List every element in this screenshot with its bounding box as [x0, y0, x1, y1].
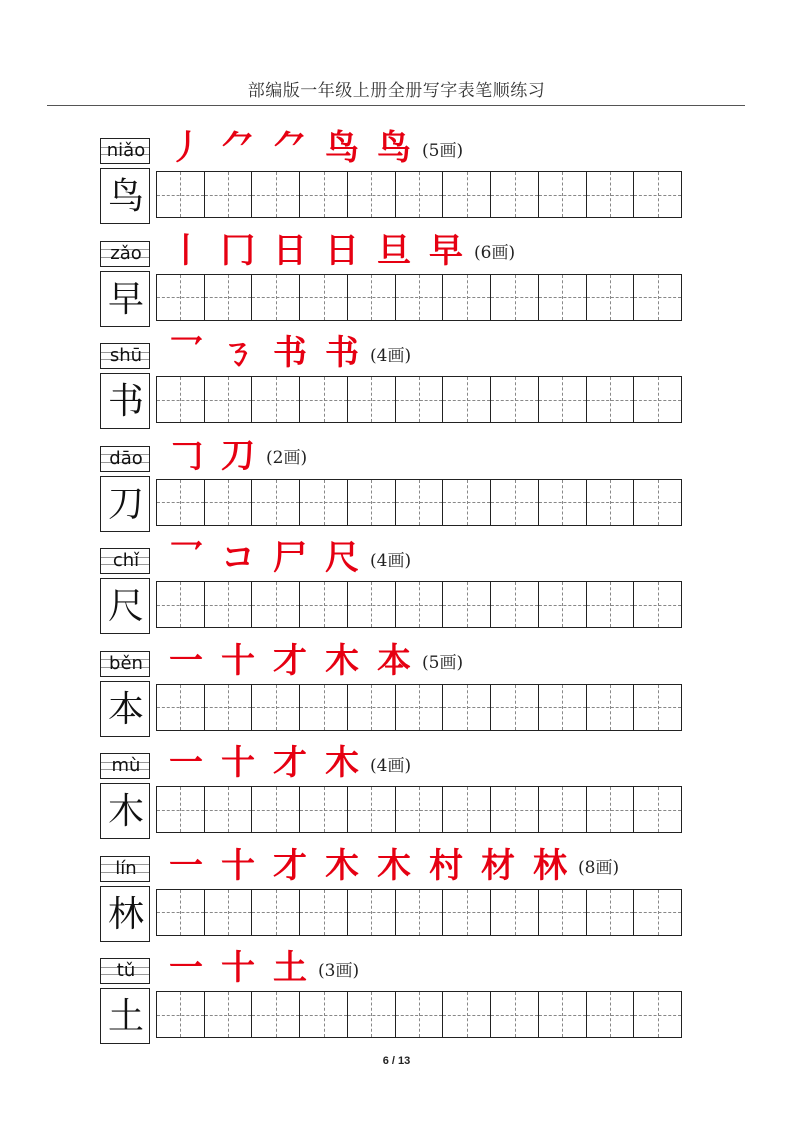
tian-zi-ge-cell[interactable] — [396, 890, 444, 935]
stroke-step: 尺 — [325, 538, 359, 578]
writing-grid — [156, 786, 682, 833]
tian-zi-ge-cell[interactable] — [396, 787, 444, 832]
model-character-box — [100, 783, 150, 839]
stroke-order-row — [164, 948, 359, 988]
model-character: 早 — [107, 278, 144, 320]
stroke-step: 村 — [429, 845, 463, 886]
stroke-step: ⺈ — [221, 128, 255, 168]
tian-zi-ge-cell[interactable] — [634, 992, 681, 1037]
tian-zi-ge-cell[interactable] — [300, 787, 348, 832]
stroke-step: 才 — [273, 743, 307, 783]
model-character-box — [100, 168, 150, 224]
tian-zi-ge-cell[interactable] — [157, 992, 205, 1037]
pinyin-box — [100, 958, 150, 984]
tian-zi-ge-cell[interactable] — [539, 377, 587, 422]
tian-zi-ge-cell[interactable] — [157, 275, 205, 320]
tian-zi-ge-cell[interactable] — [348, 172, 396, 217]
tian-zi-ge-cell[interactable] — [539, 582, 587, 627]
stroke-count: (3画) — [318, 960, 360, 981]
stroke-step: 本 — [377, 640, 411, 681]
tian-zi-ge-cell[interactable] — [252, 377, 300, 422]
character-block — [98, 640, 698, 743]
tian-zi-ge-cell[interactable] — [252, 787, 300, 832]
tian-zi-ge-cell[interactable] — [587, 480, 635, 525]
tian-zi-ge-cell[interactable] — [396, 582, 444, 627]
tian-zi-ge-cell[interactable] — [539, 992, 587, 1037]
model-character: 刀 — [107, 483, 144, 525]
tian-zi-ge-cell[interactable] — [443, 992, 491, 1037]
tian-zi-ge-cell[interactable] — [157, 582, 205, 627]
tian-zi-ge-cell[interactable] — [252, 582, 300, 627]
stroke-count: (5画) — [422, 653, 464, 673]
tian-zi-ge-cell[interactable] — [300, 480, 348, 525]
writing-grid — [156, 991, 682, 1038]
tian-zi-ge-cell[interactable] — [587, 275, 635, 320]
tian-zi-ge-cell[interactable] — [157, 377, 205, 422]
stroke-step: 鸟 — [325, 128, 359, 168]
tian-zi-ge-cell[interactable] — [205, 992, 253, 1037]
pinyin-box — [100, 753, 150, 779]
writing-grid — [156, 171, 682, 218]
tian-zi-ge-cell[interactable] — [300, 377, 348, 422]
tian-zi-ge-cell[interactable] — [443, 890, 491, 935]
stroke-step: 一 — [169, 640, 203, 681]
stroke-count: (8画) — [578, 858, 620, 878]
pinyin-box — [100, 651, 150, 677]
header-divider — [47, 105, 745, 106]
character-block — [98, 435, 698, 538]
character-block — [98, 743, 698, 845]
tian-zi-ge-cell[interactable] — [205, 582, 253, 627]
tian-zi-ge-cell[interactable] — [491, 275, 539, 320]
model-character: 本 — [107, 688, 144, 730]
stroke-step: 材 — [481, 845, 515, 886]
stroke-count: (4画) — [370, 345, 412, 366]
pinyin-box — [100, 343, 150, 369]
stroke-step: 日 — [273, 230, 307, 271]
tian-zi-ge-cell[interactable] — [252, 275, 300, 320]
pinyin-label: běn — [109, 652, 143, 674]
tian-zi-ge-cell[interactable] — [300, 890, 348, 935]
stroke-step: 刀 — [221, 435, 255, 476]
tian-zi-ge-cell[interactable] — [205, 890, 253, 935]
tian-zi-ge-cell[interactable] — [396, 172, 444, 217]
model-character-box — [100, 886, 150, 942]
stroke-step: 才 — [273, 845, 307, 886]
stroke-order-row — [164, 128, 463, 168]
tian-zi-ge-cell[interactable] — [157, 685, 205, 730]
tian-zi-ge-cell[interactable] — [300, 685, 348, 730]
stroke-step: 𠃌 — [169, 435, 203, 476]
tian-zi-ge-cell[interactable] — [634, 377, 681, 422]
tian-zi-ge-cell[interactable] — [539, 685, 587, 730]
tian-zi-ge-cell[interactable] — [587, 377, 635, 422]
stroke-step: 鸟 — [377, 128, 411, 168]
stroke-step: 早 — [429, 230, 463, 271]
tian-zi-ge-cell[interactable] — [443, 685, 491, 730]
stroke-step: 土 — [273, 948, 307, 988]
tian-zi-ge-cell[interactable] — [300, 992, 348, 1037]
model-character: 鸟 — [107, 176, 144, 217]
stroke-step: 木 — [325, 640, 359, 681]
tian-zi-ge-cell[interactable] — [587, 787, 635, 832]
stroke-count: (2画) — [266, 448, 308, 468]
stroke-step: 木 — [325, 845, 359, 886]
stroke-step: 丿 — [169, 128, 203, 168]
stroke-step: 十 — [221, 845, 255, 886]
stroke-step: 乛 — [169, 538, 203, 578]
writing-grid — [156, 581, 682, 628]
stroke-step: 一 — [169, 845, 203, 886]
stroke-order-row — [164, 333, 411, 373]
tian-zi-ge-cell[interactable] — [252, 480, 300, 525]
tian-zi-ge-cell[interactable] — [443, 275, 491, 320]
tian-zi-ge-cell[interactable] — [205, 377, 253, 422]
tian-zi-ge-cell[interactable] — [539, 480, 587, 525]
pinyin-box — [100, 446, 150, 472]
tian-zi-ge-cell[interactable] — [205, 685, 253, 730]
tian-zi-ge-cell[interactable] — [491, 685, 539, 730]
model-character-box — [100, 578, 150, 634]
tian-zi-ge-cell[interactable] — [634, 172, 681, 217]
character-block — [98, 128, 698, 230]
tian-zi-ge-cell[interactable] — [348, 685, 396, 730]
tian-zi-ge-cell[interactable] — [252, 992, 300, 1037]
tian-zi-ge-cell[interactable] — [396, 275, 444, 320]
tian-zi-ge-cell[interactable] — [539, 787, 587, 832]
tian-zi-ge-cell[interactable] — [157, 480, 205, 525]
model-character-box — [100, 681, 150, 737]
stroke-step: 一 — [169, 743, 203, 783]
tian-zi-ge-cell[interactable] — [252, 890, 300, 935]
model-character-box — [100, 373, 150, 429]
stroke-count: (4画) — [370, 550, 412, 571]
pinyin-label: shū — [109, 345, 143, 366]
tian-zi-ge-cell[interactable] — [634, 480, 681, 525]
tian-zi-ge-cell[interactable] — [491, 890, 539, 935]
stroke-step: 木 — [377, 845, 411, 886]
character-block — [98, 845, 698, 948]
tian-zi-ge-cell[interactable] — [205, 275, 253, 320]
tian-zi-ge-cell[interactable] — [205, 172, 253, 217]
tian-zi-ge-cell[interactable] — [587, 172, 635, 217]
tian-zi-ge-cell[interactable] — [443, 582, 491, 627]
tian-zi-ge-cell[interactable] — [396, 480, 444, 525]
stroke-order-row — [164, 846, 619, 886]
stroke-step: ㄋ — [221, 333, 255, 373]
stroke-step: 冂 — [221, 230, 255, 271]
model-character: 书 — [107, 381, 144, 422]
tian-zi-ge-cell[interactable] — [348, 890, 396, 935]
pinyin-box — [100, 548, 150, 574]
tian-zi-ge-cell[interactable] — [491, 172, 539, 217]
model-character: 林 — [107, 893, 144, 935]
stroke-order-row — [164, 538, 411, 578]
tian-zi-ge-cell[interactable] — [491, 992, 539, 1037]
pinyin-label: lín — [115, 857, 137, 879]
tian-zi-ge-cell[interactable] — [587, 890, 635, 935]
pinyin-label: zǎo — [110, 242, 142, 264]
tian-zi-ge-cell[interactable] — [396, 685, 444, 730]
tian-zi-ge-cell[interactable] — [157, 787, 205, 832]
tian-zi-ge-cell[interactable] — [491, 787, 539, 832]
tian-zi-ge-cell[interactable] — [491, 480, 539, 525]
writing-grid — [156, 274, 682, 321]
model-character: 木 — [107, 791, 144, 832]
tian-zi-ge-cell[interactable] — [252, 172, 300, 217]
stroke-order-row — [164, 436, 307, 476]
character-block — [98, 948, 698, 1050]
pinyin-label: tǔ — [116, 960, 136, 981]
stroke-step: 书 — [273, 333, 307, 373]
writing-grid — [156, 376, 682, 423]
model-character: 土 — [107, 996, 144, 1037]
tian-zi-ge-cell[interactable] — [539, 890, 587, 935]
tian-zi-ge-cell[interactable] — [396, 377, 444, 422]
tian-zi-ge-cell[interactable] — [348, 582, 396, 627]
tian-zi-ge-cell[interactable] — [491, 377, 539, 422]
stroke-step: 丨 — [169, 230, 203, 271]
stroke-step: 书 — [325, 333, 359, 373]
tian-zi-ge-cell[interactable] — [348, 787, 396, 832]
stroke-step: 乛 — [169, 333, 203, 373]
stroke-step: 才 — [273, 640, 307, 681]
stroke-step: 旦 — [377, 230, 411, 271]
stroke-count: (4画) — [370, 755, 412, 776]
stroke-step: 日 — [325, 230, 359, 271]
character-block — [98, 333, 698, 435]
tian-zi-ge-cell[interactable] — [205, 480, 253, 525]
tian-zi-ge-cell[interactable] — [634, 890, 681, 935]
stroke-step: 木 — [325, 743, 359, 783]
tian-zi-ge-cell[interactable] — [443, 787, 491, 832]
stroke-step: 林 — [533, 845, 567, 886]
tian-zi-ge-cell[interactable] — [587, 582, 635, 627]
writing-grid — [156, 684, 682, 731]
tian-zi-ge-cell[interactable] — [252, 685, 300, 730]
page-number: 6 / 13 — [382, 1055, 411, 1067]
stroke-step: 一 — [169, 948, 203, 988]
tian-zi-ge-cell[interactable] — [634, 685, 681, 730]
tian-zi-ge-cell[interactable] — [300, 275, 348, 320]
pinyin-label: mù — [111, 755, 141, 776]
writing-grid — [156, 889, 682, 936]
tian-zi-ge-cell[interactable] — [348, 480, 396, 525]
tian-zi-ge-cell[interactable] — [157, 890, 205, 935]
character-block — [98, 538, 698, 640]
tian-zi-ge-cell[interactable] — [443, 377, 491, 422]
tian-zi-ge-cell[interactable] — [300, 582, 348, 627]
tian-zi-ge-cell[interactable] — [539, 172, 587, 217]
stroke-step: ⺈ — [273, 128, 307, 168]
tian-zi-ge-cell[interactable] — [587, 992, 635, 1037]
tian-zi-ge-cell[interactable] — [300, 172, 348, 217]
tian-zi-ge-cell[interactable] — [539, 275, 587, 320]
model-character-box — [100, 271, 150, 327]
pinyin-label: chǐ — [112, 550, 140, 571]
character-block — [98, 230, 698, 333]
tian-zi-ge-cell[interactable] — [634, 275, 681, 320]
model-character-box — [100, 476, 150, 532]
tian-zi-ge-cell[interactable] — [443, 172, 491, 217]
tian-zi-ge-cell[interactable] — [205, 787, 253, 832]
tian-zi-ge-cell[interactable] — [443, 480, 491, 525]
writing-grid — [156, 479, 682, 526]
pinyin-box — [100, 138, 150, 164]
tian-zi-ge-cell[interactable] — [634, 787, 681, 832]
stroke-step: 十 — [221, 948, 255, 988]
stroke-step: 十 — [221, 640, 255, 681]
stroke-step: コ — [221, 538, 255, 578]
tian-zi-ge-cell[interactable] — [396, 992, 444, 1037]
tian-zi-ge-cell[interactable] — [491, 582, 539, 627]
tian-zi-ge-cell[interactable] — [587, 685, 635, 730]
tian-zi-ge-cell[interactable] — [157, 172, 205, 217]
tian-zi-ge-cell[interactable] — [348, 992, 396, 1037]
stroke-count: (6画) — [474, 243, 516, 263]
stroke-step: 尸 — [273, 538, 307, 578]
pinyin-box — [100, 856, 150, 882]
stroke-step: 十 — [221, 743, 255, 783]
stroke-order-row — [164, 743, 411, 783]
model-character: 尺 — [107, 586, 144, 627]
tian-zi-ge-cell[interactable] — [348, 275, 396, 320]
tian-zi-ge-cell[interactable] — [634, 582, 681, 627]
stroke-order-row — [164, 641, 463, 681]
model-character-box — [100, 988, 150, 1044]
page-title: 部编版一年级上册全册写字表笔顺练习 — [247, 81, 546, 101]
tian-zi-ge-cell[interactable] — [348, 377, 396, 422]
pinyin-label: dāo — [109, 447, 143, 469]
stroke-order-row — [164, 231, 515, 271]
pinyin-label: niǎo — [106, 140, 146, 161]
pinyin-box — [100, 241, 150, 267]
stroke-count: (5画) — [422, 140, 464, 161]
